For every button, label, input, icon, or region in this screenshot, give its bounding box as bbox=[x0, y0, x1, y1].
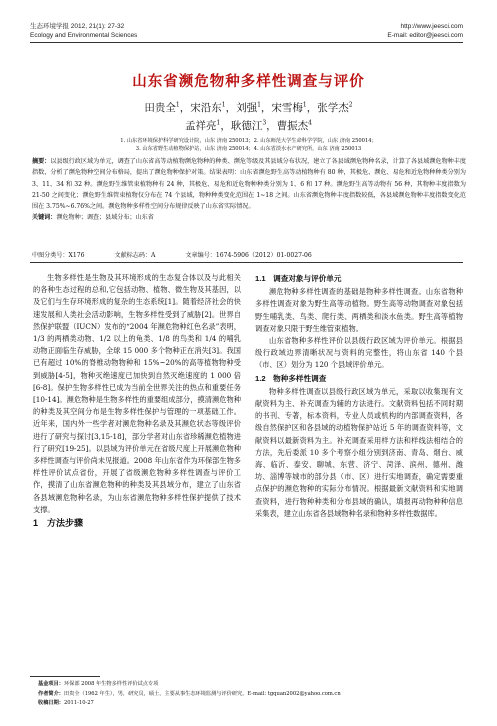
footnote-line bbox=[38, 699, 468, 709]
journal-email[interactable]: E-mail: editor@jeesci.com bbox=[387, 32, 463, 39]
article-number: 文章编号：1674-5906（2012）01-0027-06 bbox=[185, 252, 312, 259]
author-name: 宋沿东 bbox=[190, 102, 222, 114]
author-name: 田贵全 bbox=[144, 102, 176, 114]
footnote-text: 环保部 2008 年生物多样性评价试点专项 bbox=[63, 681, 159, 687]
footnote-line bbox=[38, 680, 468, 690]
journal-url[interactable]: http://www.jeesci.com bbox=[400, 23, 463, 30]
keywords-text: 濒危物种；调查；县域分布；山东省 bbox=[56, 214, 154, 222]
author-name: 孟祥亮 bbox=[185, 120, 217, 132]
author-affiliation-mark: 1 bbox=[257, 101, 261, 109]
body-paragraph: 濒危物种多样性调查的基础是物种多样性调查。山东省物种多样性调查对象为野生高等动植物。野生高等动物调查对象包括野生哺乳类、鸟类、爬行类、两栖类和淡水鱼类。野生高等植物调查对象只限于野生维管束植物。 bbox=[255, 287, 463, 333]
body-paragraph: 生物多样性是生物及其环境形成的生态复合体以及与此相关的各种生态过程的总和,它包括动物、植物、微生物及其基因，以及它们与生存环境形成的复杂的生态系统[1]。随着经济社会的快速发展和人类社会活动影响，生物多样性受到了威胁[2]。世界自然保护联盟（IUCN）发布的“2004 年濒危物种红色名录”表明，1/3 的两栖类动物、1/2 以上的龟类、1/8 的鸟类和 1/4 的哺乳动物正面临生存威胁，全球 15 000 多个物种正在消失[3]。我国已有超过 10%的脊椎动物物种和 15%~20%的高等植物物种受到威胁[4-5]，物种灭绝速度已加快到自然灭绝速度的 1 000 倍[6-8]。保护生物多样性已成为当前全世界关注的热点和重要任务[10-14]。濒危物种是生物多样性的重要组成部分，摸清濒危物种的种类及其空间分布是生物多样性保护与管理的一项基础工作。近年来，国内外一些学者对濒危物种名录及其濒危状态等级评价进行了研究与探讨[3,15-18]，部分学者对山东省珍稀濒危植物进行了研究[19-25]。以县域为评价单元在省级尺度上开展濒危物种多样性调查与评价尚未见报道。2008 年山东省作为环保部生物多样性评价试点省份，开展了省级濒危物种多样性调查与评价工作，摸清了山东省濒危物种的种类及其县域分布，建立了山东省各县域濒危物种名录，为山东省濒危物种多样性保护提供了技术支撑。 bbox=[33, 273, 241, 514]
body-paragraph: 物种多样性调查以县级行政区域为单元，采取以收集现有文献资料为主、补充调查为辅的方法进行。文献资料包括不同时期的书刊、专著，标本资料，专业人员或机构的内部调查资料，各级自然保护区和各县域的动植物保护站近 5 年的调查资料等，文献资料以最新资料为主。补充调查采用样方法和样线法相结合的方法，先后委派 10 多个考察小组分别到济南、青岛、烟台、威海、临沂、泰安、聊城、东营、济宁、菏泽、滨州、德州、潍坊、淄博等城市的部分县（市、区）进行实地调查，确定需要重点保护的濒危物种的实际分布情况。根据最新文献资料和实地调查资料，进行物种种类和分布县域的确认，填报再动物种种信息采集表，建立山东省各县域物种名录和物种多样性数据库。 bbox=[255, 386, 463, 518]
author-name: 曹振杰 bbox=[276, 120, 309, 132]
journal-contact bbox=[387, 22, 463, 40]
author-affiliation-mark: 3 bbox=[262, 119, 267, 127]
running-header bbox=[0, 0, 497, 58]
author-name: 宋雪梅 bbox=[271, 102, 303, 114]
journal-cn: 生态环境学报 2012, 21(1): 27-32 bbox=[30, 23, 125, 30]
abstract-label: 摘要： bbox=[32, 158, 51, 165]
affiliation-line-2: 3. 山东省野生动植物保护站，山东 济南 250014；4. 山东省淡水水产研究所，山东 济南 250013 bbox=[135, 146, 362, 152]
header-rule bbox=[30, 42, 463, 43]
right-column bbox=[255, 272, 463, 520]
author-affiliation-mark: 1 bbox=[175, 101, 180, 109]
abstract-text: 以县级行政区域为单元，调查了山东省高等动植物濒危物种的种类、濒危等级及其县域分布状况，建立了各县域濒危物种名录，计算了各县域濒危物种丰度指数，分析了濒危物种空间分布格局，提出了濒危物种保护对策。结果表明：山东省濒危野生高等动植物种有 80 种，其极危、濒危、易危和近危物种种类分别为 3、11、34 和 32 种。濒危野生维管束植物种有 24 种，其极危、易危和近危物种种类分别为 1、6 和 17 种。濒危野生高等动物有 56 种，其物种丰度指数为 21-50 之间变化；濒危野生维管束植物仅分布在 74 个县域，物种种类变化范围在 1~18 之间。山东省濒危物种丰度指数较低，各县域濒危物种丰度指数变化范围在 3.75%~6.76%之间。濒危物种多样性空间分布规律反映了山东省实际情况。 bbox=[32, 158, 467, 211]
author-affiliation-mark: 1 bbox=[216, 119, 221, 127]
body-paragraph: 山东省物种多样性评价以县级行政区域为评价单元。根据县级行政域边界清晰状况与资料的完整性，将山东省 140 个县（市、区）划分为 120 个县域评价单元。 bbox=[255, 336, 463, 370]
left-column bbox=[33, 272, 241, 530]
footnote-label: 收稿日期： bbox=[38, 700, 64, 706]
author-name: 张学杰 bbox=[317, 102, 349, 114]
journal-en: Ecology and Environmental Sciences bbox=[30, 32, 138, 39]
keywords-label: 关键词： bbox=[32, 214, 57, 222]
author-affiliation-mark: 1 bbox=[221, 101, 226, 109]
authors-line-1: 田贵全$^1$，宋沿东$^1$，刘强$^1$，宋雪梅$^1$，张学杰$^2$ bbox=[144, 101, 353, 114]
footnote-line bbox=[38, 690, 468, 700]
subsection-heading: 1.1 调查对象与评价单元 bbox=[255, 274, 342, 283]
paper-title: 山东省濒危物种多样性调查与评价 bbox=[132, 74, 365, 90]
footnote-text: 田贵全（1962 年生），男，研究员，硕士，主要从事生态环境监测与评价研究。E-mail: tgquan2002@yahoo.com.cn bbox=[63, 690, 341, 697]
author-affiliation-mark: 1 bbox=[302, 101, 307, 109]
clc-number: 中图分类号：X176 bbox=[32, 252, 85, 259]
author-affiliation-mark: 4 bbox=[308, 119, 312, 127]
footnote-label: 作者简介： bbox=[38, 690, 64, 697]
author-affiliation-mark: 2 bbox=[348, 101, 353, 109]
meta-rule bbox=[30, 262, 463, 263]
author-name: 刘强 bbox=[236, 102, 258, 114]
affiliations bbox=[0, 137, 497, 153]
authors-line-2: 孟祥亮$^1$，耿德江$^3$，曹振杰$^4$ bbox=[185, 119, 312, 132]
subsection-heading: 1.2 物种多样性调查 bbox=[255, 373, 327, 383]
footnotes bbox=[38, 680, 468, 709]
abstract-block bbox=[32, 156, 466, 224]
journal-info bbox=[30, 22, 137, 40]
footnote-rule bbox=[30, 676, 100, 677]
author-name: 耿德江 bbox=[230, 120, 263, 132]
document-code: 文献标志码：A bbox=[114, 252, 156, 259]
footnote-label: 基金项目： bbox=[38, 681, 64, 687]
article-meta bbox=[32, 250, 340, 259]
section-heading: 1 方法步骤 bbox=[33, 518, 84, 529]
affiliation-line-1: 1. 山东省环境保护科学研究设计院，山东 济南 250013；2. 山东师范大学生命科学学院，山东 济南 250014； bbox=[120, 138, 377, 144]
footnote-text: 2011-10-27 bbox=[63, 700, 94, 706]
